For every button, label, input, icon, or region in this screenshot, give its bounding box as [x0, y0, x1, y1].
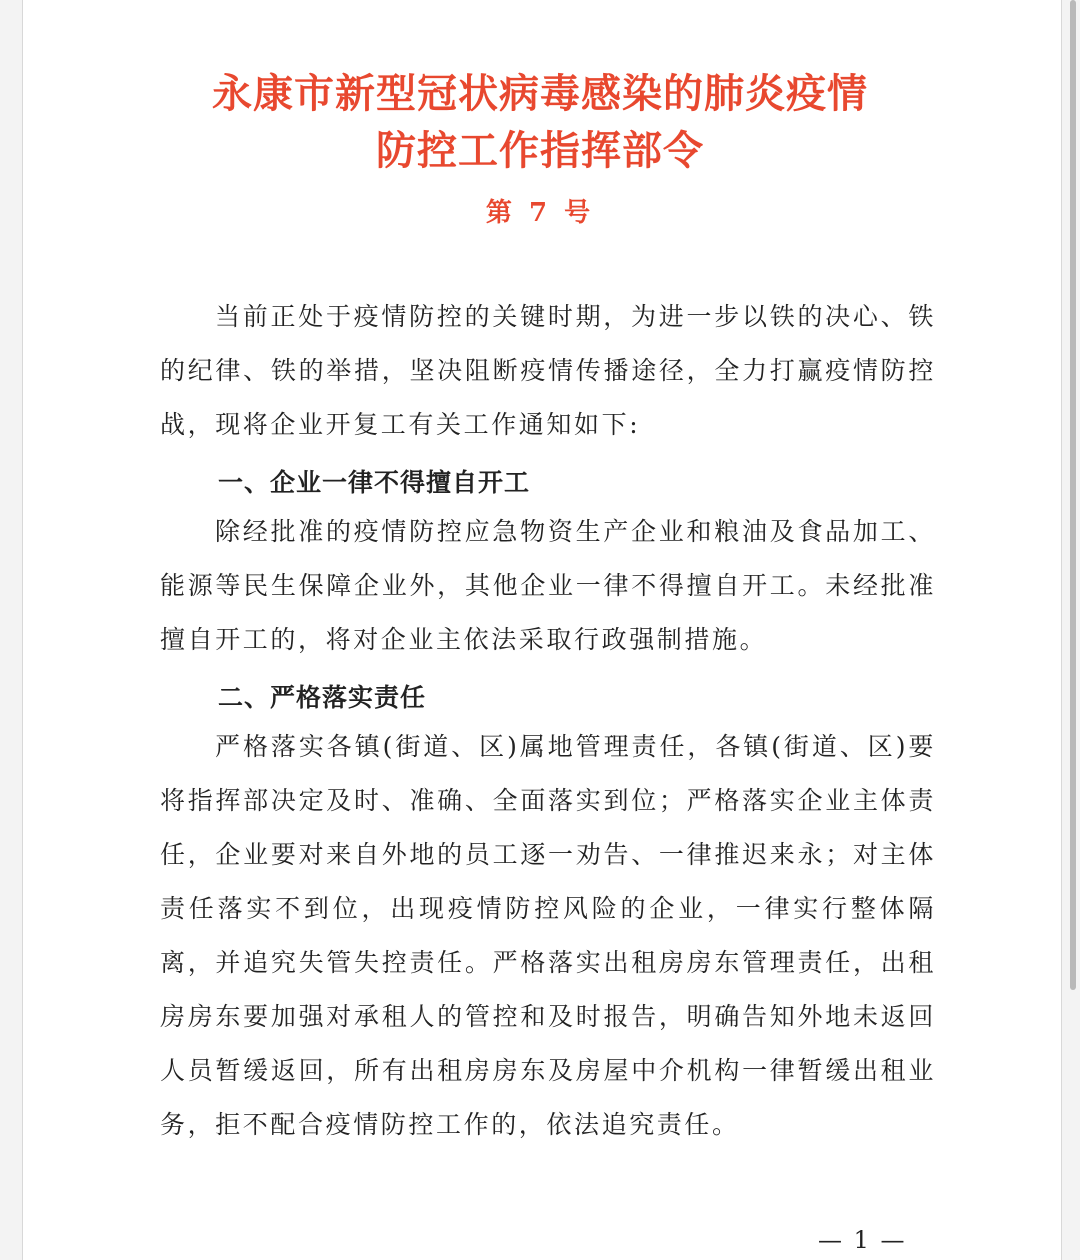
page-number: — 1 —: [818, 1226, 907, 1254]
scrollbar[interactable]: [1068, 0, 1076, 1260]
document-number: 第 7 号: [485, 198, 595, 228]
section-heading-1: 一、企业一律不得擅自开工: [218, 468, 531, 497]
section-paragraph-2: 严格落实各镇(街道、区)属地管理责任，各镇(街道、区)要将指挥部决定及时、准确、全面落实到位；严格落实企业主体责任，企业要对来自外地的员工逐一劝告、一律推迟来永；对主体责任落实不到位，出现疫情防控风险的企业，一律实行整体隔离，并追究失管失控责任。严格落实出租房房东管理责任，出租房房东要加强对承租人的管控和及时报告，明确告知外地未返回人员暂缓返回，所有出租房房东及房屋中介机构一律暂缓出租业务，拒不配合疫情防控工作的，依法追究责任。: [160, 732, 936, 1139]
intro-paragraph: 当前正处于疫情防控的关键时期，为进一步以铁的决心、铁的纪律、铁的举措，坚决阻断疫情传播途径，全力打赢疫情防控战，现将企业开复工有关工作通知如下:: [160, 302, 936, 439]
section-paragraph-1: 除经批准的疫情防控应急物资生产企业和粮油及食品加工、能源等民生保障企业外，其他企业一律不得擅自开工。未经批准擅自开工的，将对企业主依法采取行政强制措施。: [160, 517, 936, 654]
document-title-line-1: 永康市新型冠状病毒感染的肺炎疫情: [212, 70, 868, 117]
document-title-line-2: 防控工作指挥部令: [376, 127, 704, 174]
section-heading-2: 二、严格落实责任: [218, 683, 427, 712]
